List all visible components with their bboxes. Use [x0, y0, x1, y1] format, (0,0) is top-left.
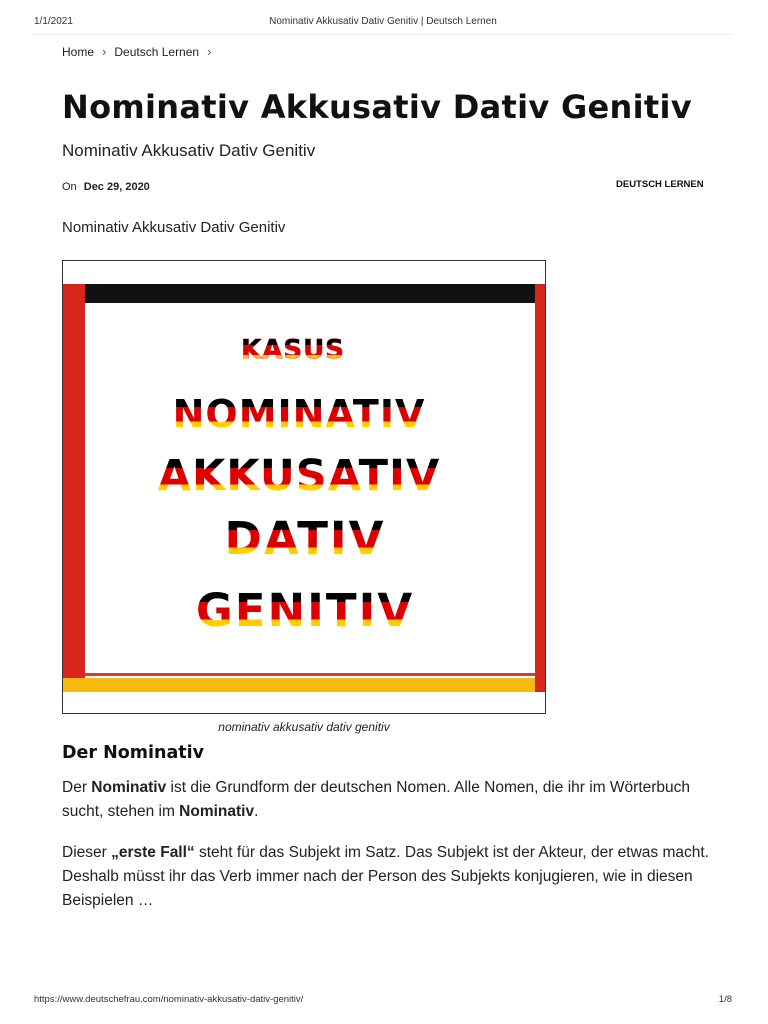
bold-term: „erste Fall“ [111, 844, 195, 861]
post-date: Dec 29, 2020 [83, 181, 150, 193]
paragraph-nominativ: Der Nominativ ist die Grundform der deutschen Nomen. Alle Nomen, die ihr im Wörterbuch sucht, stehen im Nominativ. [62, 779, 691, 820]
frame-top [85, 284, 535, 303]
page-title: Nominativ Akkusativ Dativ Genitiv [62, 88, 692, 126]
paragraph-subject: Dieser „erste Fall“ steht für das Subjekt im Satz. Das Subjekt ist der Akteur, der etwas macht. Deshalb müsst ihr das Verb immer nach der Person des Subjekts konjugieren, wie in diesen Beispielen … [62, 844, 709, 909]
word-dativ: DATIV [224, 512, 386, 565]
image-caption: nominativ akkusativ dativ genitiv [218, 720, 390, 734]
header-divider [34, 34, 732, 35]
meta-prefix: On [62, 181, 77, 193]
kasus-illustration [63, 261, 545, 713]
page-url: https://www.deutschefrau.com/nominativ-akkusativ-dativ-genitiv/ [34, 994, 304, 1005]
chevron-right-icon: › [207, 44, 212, 59]
chevron-right-icon: › [102, 44, 107, 59]
word-akkusativ: AKKUSATIV [157, 451, 441, 501]
print-title: Nominativ Akkusativ Dativ Genitiv | Deutsch Lernen [269, 16, 497, 27]
intro-text: Nominativ Akkusativ Dativ Genitiv [62, 219, 286, 236]
bold-term: Nominativ [179, 803, 255, 820]
frame-bottom [63, 678, 535, 692]
article-image [62, 260, 546, 714]
word-nominativ: NOMINATIV [172, 392, 426, 436]
breadcrumb [62, 44, 211, 59]
breadcrumb-category-link[interactable]: Deutsch Lernen [114, 44, 200, 59]
frame-right [535, 284, 545, 692]
frame-bottom-line [85, 673, 535, 676]
frame-left [63, 284, 85, 692]
bold-term: Nominativ [91, 779, 167, 796]
breadcrumb-home-link[interactable]: Home [62, 44, 95, 59]
word-genitiv: GENITIV [195, 584, 415, 637]
post-meta [62, 181, 150, 193]
category-link[interactable]: DEUTSCH LERNEN [616, 179, 704, 190]
print-footer [34, 994, 732, 1005]
page-number: 1/8 [718, 994, 732, 1005]
section-heading: Der Nominativ [62, 743, 205, 763]
print-date: 1/1/2021 [34, 16, 73, 27]
word-kasus: KASUS [241, 335, 345, 365]
page-subtitle: Nominativ Akkusativ Dativ Genitiv [62, 141, 316, 160]
print-header [34, 16, 732, 27]
